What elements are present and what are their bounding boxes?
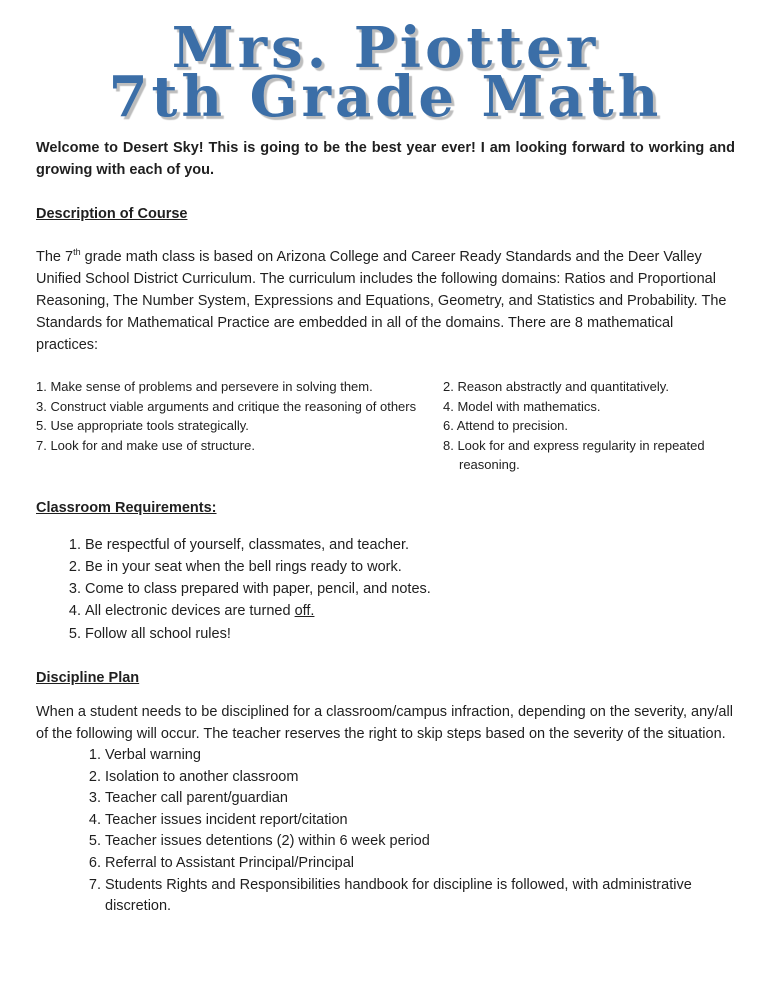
discipline-intro-paragraph: When a student needs to be disciplined for a classroom/campus infraction, depending on the severity, any/all of the following will occur. The teacher reserves the right to skip steps based on the severity of the situation. — [36, 703, 733, 742]
list-item: 3. Teacher call parent/guardian — [105, 788, 735, 810]
list-item: 1. Be respectful of yourself, classmates, and teacher. — [85, 534, 735, 556]
section-heading-description-of-course: Description of Course — [36, 206, 188, 222]
list-item: 5. Teacher issues detentions (2) within 6 week period — [105, 831, 735, 853]
list-item: 7. Students Rights and Responsibilities handbook for discipline is followed, with administrative discretion. — [105, 875, 735, 918]
practice-item: 3. Construct viable arguments and critique the reasoning of others — [36, 398, 417, 414]
course-paragraph-prefix: The 7 — [36, 249, 74, 265]
course-description-paragraph — [36, 246, 735, 356]
list-item-text: All electronic devices are turned — [85, 603, 295, 620]
list-item — [85, 600, 735, 622]
practice-item: 4. Model with mathematics. — [443, 398, 601, 414]
practice-item: 5. Use appropriate tools strategically. — [36, 418, 249, 433]
list-item: 1. Verbal warning — [105, 745, 735, 767]
practices-column-right — [443, 377, 735, 475]
practices-column-left — [36, 377, 443, 475]
section-heading-discipline-plan: Discipline Plan — [36, 669, 140, 686]
title-line-1: Mrs. Piotter — [171, 15, 600, 81]
list-item: 3. Come to class prepared with paper, pencil, and notes. — [85, 578, 735, 600]
practice-item: 1. Make sense of problems and persevere in solving them. — [36, 379, 373, 394]
ordinal-superscript: th — [73, 247, 81, 258]
practice-item: 7. Look for and make use of structure. — [36, 437, 255, 453]
list-item: 4. Teacher issues incident report/citation — [105, 810, 735, 832]
underlined-word: off. — [294, 603, 315, 620]
list-item: 6. Referral to Assistant Principal/Principal — [105, 853, 735, 875]
list-item: 2. Be in your seat when the bell rings ready to work. — [85, 556, 735, 578]
practice-item: 6. Attend to precision. — [443, 418, 569, 433]
document-title — [36, 15, 735, 130]
practice-item: 8. Look for and express regularity in repeated reasoning. — [443, 437, 705, 472]
classroom-requirements-list — [36, 534, 735, 645]
section-heading-classroom-requirements: Classroom Requirements: — [36, 499, 217, 516]
mathematical-practices-columns — [36, 377, 735, 475]
title-line-2: 7th Grade Math — [108, 64, 663, 130]
list-item: 5. Follow all school rules! — [85, 623, 735, 645]
course-paragraph-body: grade math class is based on Arizona College and Career Ready Standards and the Deer Valley Unified School District Curriculum. The curriculum includes the following domains: Ratios and Proportional Reasoning, The Number System, Expressions and Equations, Geometry, and Statistics and Probability. The Standards for Mathematical Practice are embedded in all of the domains. There are 8 mathematical practices: — [36, 249, 727, 353]
practice-item: 2. Reason abstractly and quantitatively. — [443, 379, 669, 394]
welcome-paragraph: Welcome to Desert Sky! This is going to be the best year ever! I am looking forward to working and growing with each of you. — [36, 140, 735, 178]
discipline-steps-list — [36, 745, 735, 918]
list-item: 2. Isolation to another classroom — [105, 767, 735, 789]
